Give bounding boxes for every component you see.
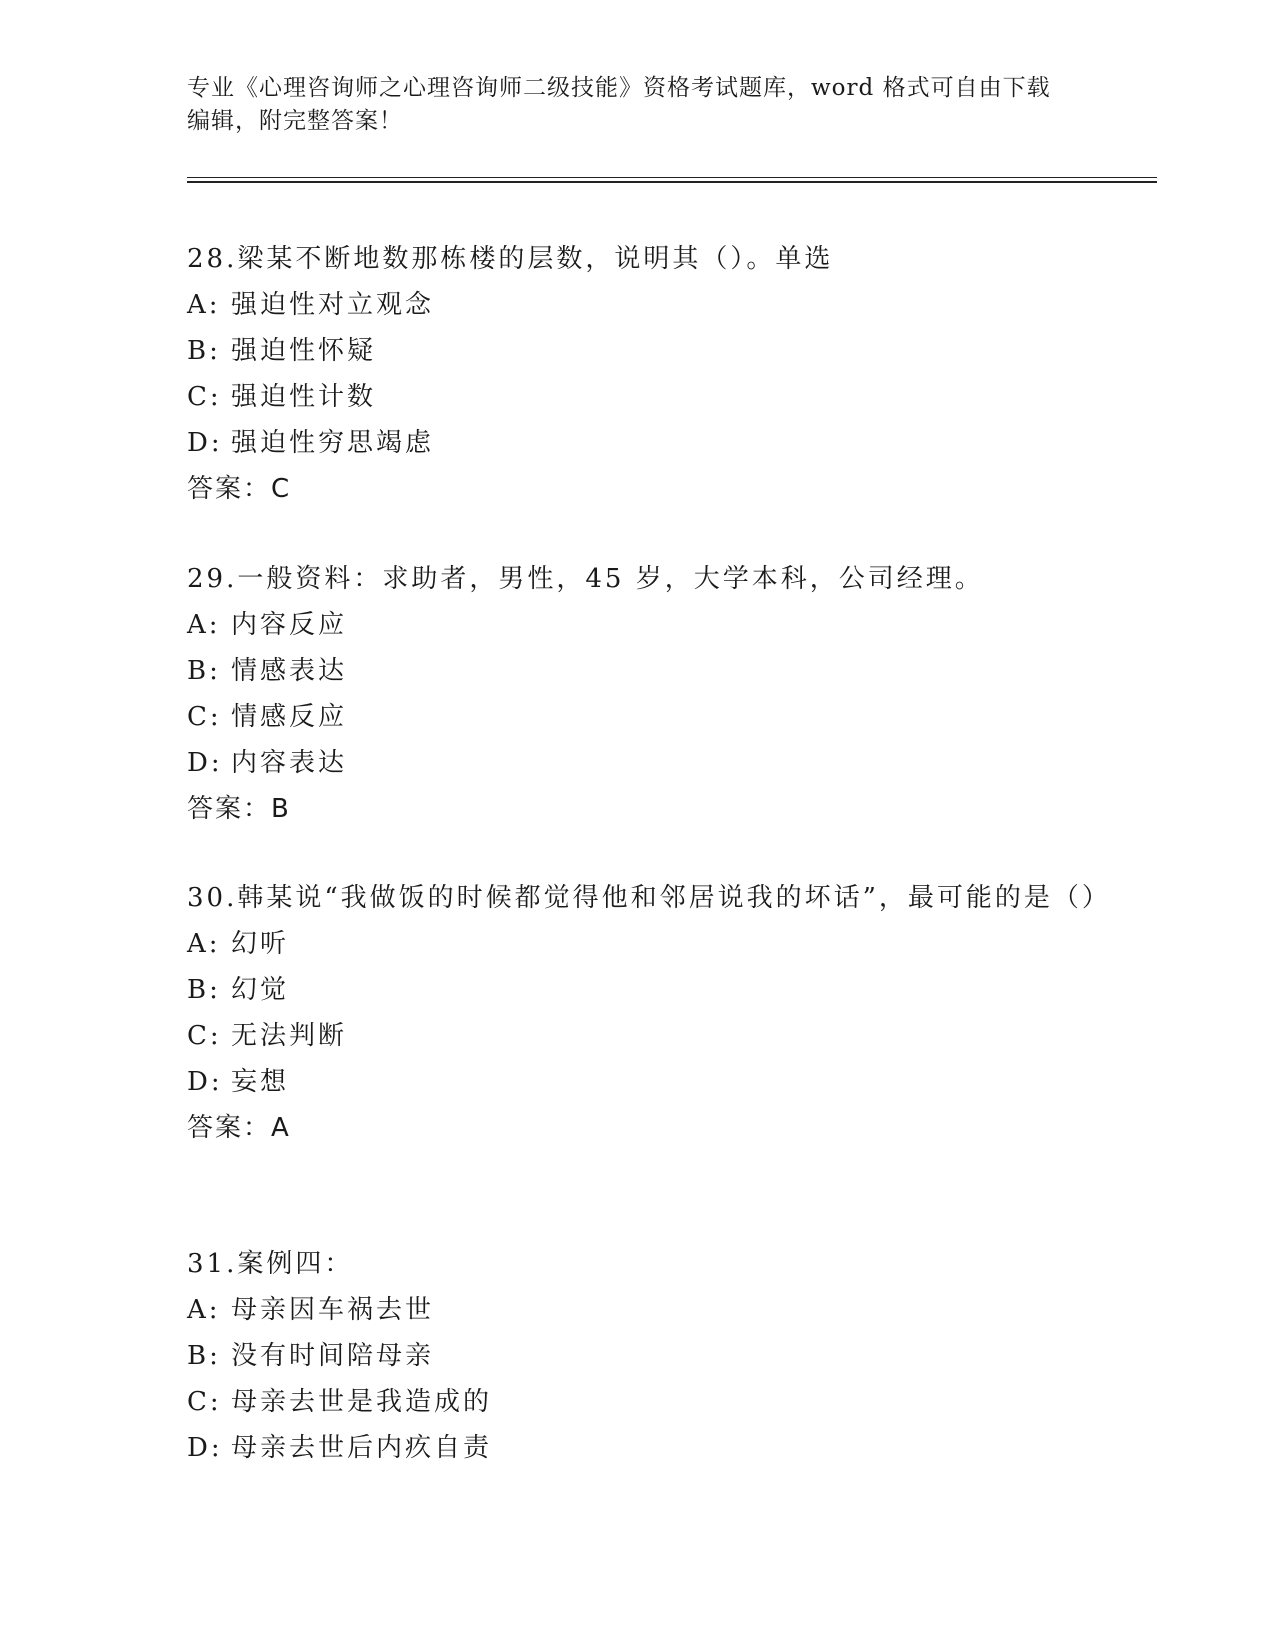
header-rule-thick: [187, 181, 1157, 183]
option-d: [187, 1425, 1107, 1471]
question-28: [187, 236, 1107, 512]
option-letter: B:: [187, 1341, 221, 1371]
option-text: 内容表达: [231, 748, 348, 778]
question-stem: 30.韩某说“我做饭的时候都觉得他和邻居说我的坏话”，最可能的是（）: [187, 883, 1111, 913]
option-text: 母亲去世后内疚自责: [231, 1433, 493, 1463]
option-text: 母亲因车祸去世: [231, 1295, 435, 1325]
option-b: [187, 967, 1107, 1013]
document-header: 专业《心理咨询师之心理咨询师二级技能》资格考试题库，word 格式可自由下载编辑，附完整答案！: [187, 75, 1051, 134]
option-text: 无法判断: [231, 1021, 348, 1051]
option-text: 强迫性对立观念: [231, 290, 435, 320]
option-letter: B:: [187, 336, 221, 366]
option-text: 幻听: [231, 929, 290, 959]
option-b: [187, 328, 1107, 374]
option-letter: A:: [187, 929, 221, 959]
option-c: [187, 374, 1107, 420]
option-letter: B:: [187, 975, 221, 1005]
option-d: [187, 1059, 1107, 1105]
option-c: [187, 1013, 1107, 1059]
option-text: 没有时间陪母亲: [231, 1341, 435, 1371]
option-b: [187, 1333, 1107, 1379]
option-a: [187, 602, 1107, 648]
option-c: [187, 1379, 1107, 1425]
option-letter: D:: [187, 1433, 223, 1463]
question-stem: 31.案例四：: [187, 1249, 354, 1279]
answer-line: 答案：A: [187, 1113, 291, 1143]
question-29: [187, 556, 1107, 832]
option-letter: C:: [187, 382, 222, 412]
option-text: 内容反应: [231, 610, 348, 640]
option-letter: A:: [187, 1295, 221, 1325]
question-stem: 28.梁某不断地数那栋楼的层数，说明其（）。单选: [187, 244, 834, 274]
question-30: [187, 875, 1111, 1151]
option-text: 情感表达: [231, 656, 348, 686]
question-31: [187, 1241, 1107, 1471]
option-letter: C:: [187, 702, 222, 732]
option-d: [187, 420, 1107, 466]
option-letter: A:: [187, 290, 221, 320]
question-stem: 29.一般资料：求助者，男性，45 岁，大学本科，公司经理。: [187, 564, 984, 594]
option-c: [187, 694, 1107, 740]
option-letter: D:: [187, 428, 223, 458]
option-text: 幻觉: [231, 975, 290, 1005]
option-text: 强迫性计数: [231, 382, 377, 412]
header-rule-thin: [187, 177, 1157, 178]
option-a: [187, 282, 1107, 328]
option-text: 妄想: [231, 1067, 290, 1097]
option-letter: C:: [187, 1387, 222, 1417]
option-a: [187, 1287, 1107, 1333]
option-a: [187, 921, 1107, 967]
answer-line: 答案：C: [187, 474, 292, 504]
option-letter: B:: [187, 656, 221, 686]
option-d: [187, 740, 1107, 786]
option-text: 强迫性穷思竭虑: [231, 428, 435, 458]
option-text: 强迫性怀疑: [231, 336, 377, 366]
option-letter: D:: [187, 1067, 223, 1097]
option-text: 情感反应: [231, 702, 348, 732]
option-text: 母亲去世是我造成的: [231, 1387, 493, 1417]
answer-line: 答案：B: [187, 794, 291, 824]
option-letter: A:: [187, 610, 221, 640]
option-letter: D:: [187, 748, 223, 778]
option-letter: C:: [187, 1021, 222, 1051]
option-b: [187, 648, 1107, 694]
